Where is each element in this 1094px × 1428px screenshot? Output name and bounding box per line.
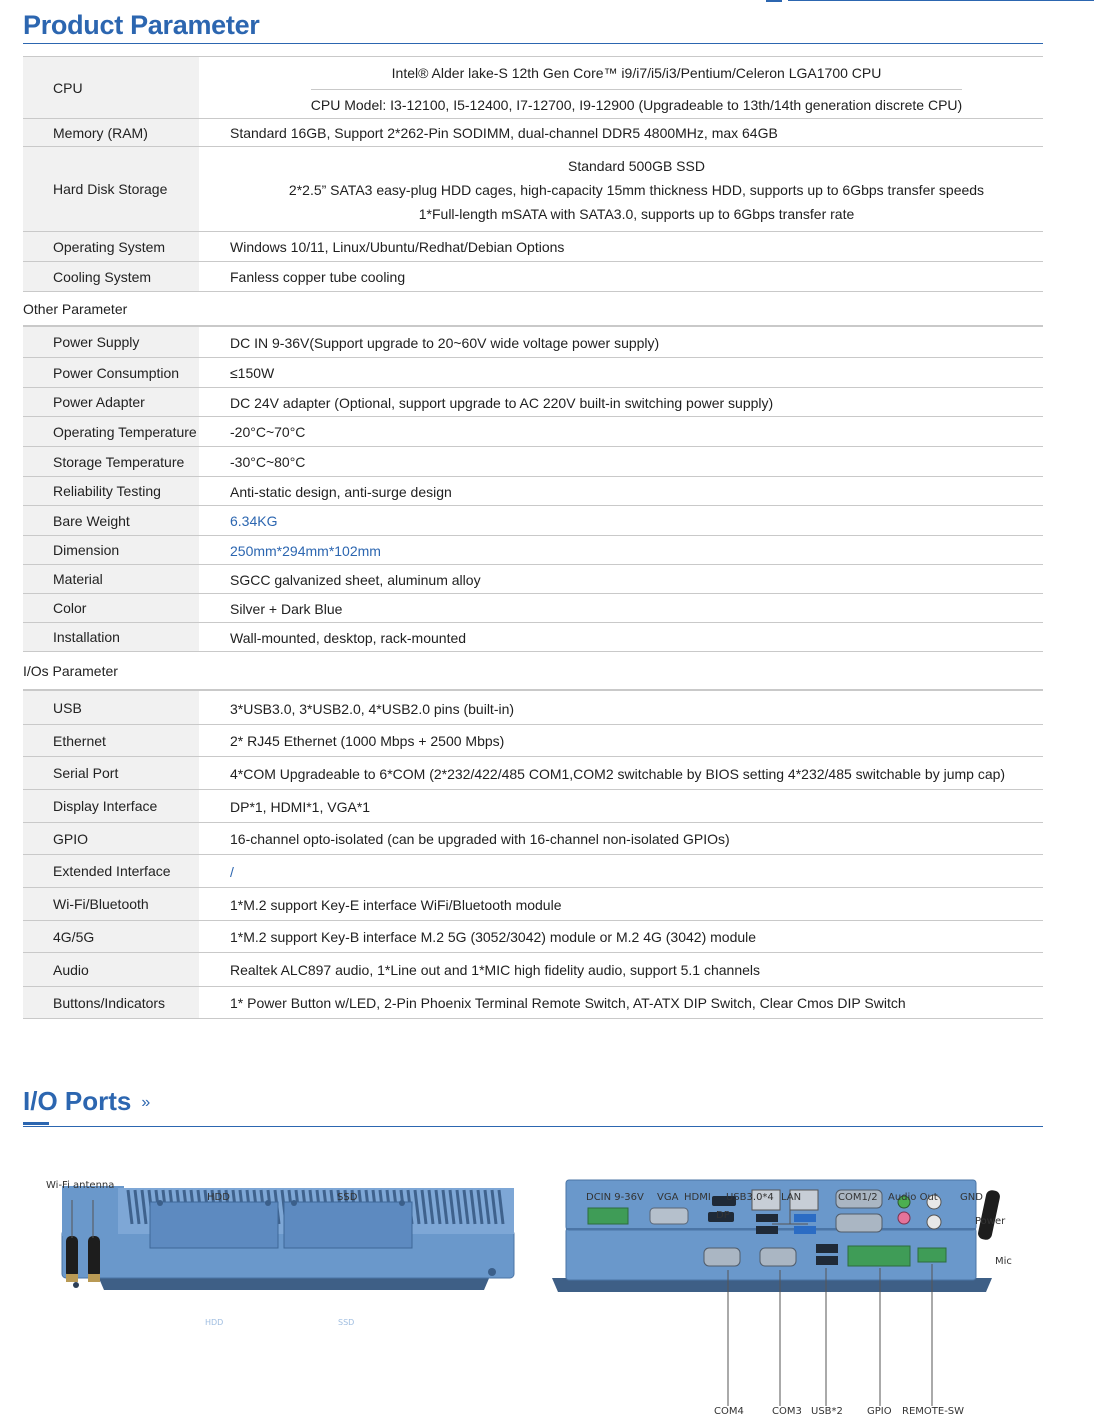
spec-label: Operating System bbox=[23, 232, 199, 261]
spec-row bbox=[23, 417, 1043, 447]
spec-label: Hard Disk Storage bbox=[23, 147, 199, 231]
spec-row bbox=[23, 119, 1043, 147]
spec-row bbox=[23, 262, 1043, 292]
spec-value: Realtek ALC897 audio, 1*Line out and 1*MIC high fidelity audio, support 5.1 channels bbox=[230, 962, 761, 978]
callout-hdmi: HDMI bbox=[684, 1192, 711, 1203]
callout-lan: LAN bbox=[781, 1192, 802, 1203]
spec-value: SGCC galvanized sheet, aluminum alloy bbox=[230, 571, 481, 588]
spec-label: 4G/5G bbox=[23, 921, 199, 952]
callout-com3: COM3 bbox=[772, 1406, 802, 1417]
spec-label: Color bbox=[23, 594, 199, 622]
callout-usb2: USB*2 bbox=[811, 1406, 843, 1417]
spec-value: 2* RJ45 Ethernet (1000 Mbps + 2500 Mbps) bbox=[230, 733, 505, 749]
callout-usb30: USB3.0*4 bbox=[726, 1192, 774, 1203]
callout-power: Power bbox=[975, 1216, 1006, 1227]
spec-value: Windows 10/11, Linux/Ubuntu/Redhat/Debian Options bbox=[230, 239, 565, 255]
spec-value: -30°C~80°C bbox=[230, 454, 306, 470]
spec-label: Display Interface bbox=[23, 790, 199, 822]
spec-label: Material bbox=[23, 565, 199, 593]
spec-table bbox=[23, 56, 1043, 1019]
spec-row bbox=[23, 447, 1043, 477]
spec-row bbox=[23, 477, 1043, 506]
chevron-right-icon: » bbox=[141, 1094, 151, 1111]
spec-value: 1* Power Button w/LED, 2-Pin Phoenix Terminal Remote Switch, AT-ATX DIP Switch, Clear Cmos DIP Switch bbox=[230, 995, 906, 1011]
spec-row bbox=[23, 56, 1043, 119]
spec-value: DC 24V adapter (Optional, support upgrade to AC 220V built-in switching power supply) bbox=[230, 394, 774, 411]
spec-row bbox=[23, 987, 1043, 1019]
side-view-chassis bbox=[62, 1186, 514, 1290]
spec-label: Storage Temperature bbox=[23, 447, 199, 476]
spec-value: / bbox=[230, 863, 234, 880]
spec-row bbox=[23, 790, 1043, 823]
spec-row bbox=[23, 888, 1043, 921]
spec-row bbox=[23, 565, 1043, 594]
callout-com12: COM1/2 bbox=[838, 1192, 878, 1203]
io-ports-figure bbox=[0, 1150, 1094, 1428]
spec-row bbox=[23, 921, 1043, 953]
spec-label: CPU bbox=[23, 57, 199, 118]
callout-mic: Mic bbox=[995, 1256, 1012, 1267]
spec-value: 1*M.2 support Key-B interface M.2 5G (3052/3042) module or M.2 4G (3042) module bbox=[230, 929, 757, 945]
spec-label: Buttons/Indicators bbox=[23, 987, 199, 1018]
spec-value: ≤150W bbox=[230, 365, 275, 381]
product-parameter-title: Product Parameter bbox=[23, 10, 260, 40]
spec-value bbox=[230, 57, 1043, 120]
title-rule bbox=[23, 43, 1043, 44]
callout-dcin: DCIN 9-36V bbox=[586, 1192, 644, 1203]
spec-value: 4*COM Upgradeable to 6*COM (2*232/422/485 COM1,COM2 switchable by BIOS setting 4*232/485 switchable by jump cap) bbox=[230, 765, 1006, 782]
spec-row bbox=[23, 690, 1043, 725]
spec-label: Bare Weight bbox=[23, 506, 199, 535]
spec-label: Memory (RAM) bbox=[23, 119, 199, 146]
spec-label: Audio bbox=[23, 953, 199, 986]
spec-value: Fanless copper tube cooling bbox=[230, 269, 406, 285]
io-parameter-heading: I/Os Parameter bbox=[23, 652, 1043, 690]
callout-audio-out: Audio Out bbox=[888, 1192, 938, 1203]
spec-row bbox=[23, 594, 1043, 623]
spec-value-line: Intel® Alder lake-S 12th Gen Core™ i9/i7/i5/i3/Pentium/Celeron LGA1700 CPU bbox=[391, 65, 882, 81]
spec-row bbox=[23, 388, 1043, 417]
spec-row bbox=[23, 326, 1043, 358]
other-parameter-heading: Other Parameter bbox=[23, 292, 1043, 326]
spec-value: 6.34KG bbox=[230, 513, 278, 529]
io-title-rule bbox=[23, 1126, 1043, 1127]
bay-label-hdd: HDD bbox=[205, 1318, 224, 1327]
io-ports-title bbox=[23, 1086, 150, 1117]
spec-label: Power Supply bbox=[23, 327, 199, 357]
spec-row bbox=[23, 823, 1043, 855]
spec-value: 250mm*294mm*102mm bbox=[230, 542, 381, 559]
callout-com4: COM4 bbox=[714, 1406, 744, 1417]
spec-value: Anti-static design, anti-surge design bbox=[230, 483, 452, 500]
spec-label: Operating Temperature bbox=[23, 417, 199, 446]
rear-view-chassis bbox=[552, 1180, 1001, 1406]
spec-label: GPIO bbox=[23, 823, 199, 854]
spec-row bbox=[23, 953, 1043, 987]
spec-value: DP*1, HDMI*1, VGA*1 bbox=[230, 798, 371, 815]
spec-value-line: Standard 500GB SSD bbox=[568, 157, 705, 174]
io-title-accent bbox=[23, 1122, 49, 1125]
spec-label: Wi-Fi/Bluetooth bbox=[23, 888, 199, 920]
spec-label: Power Consumption bbox=[23, 358, 199, 387]
spec-label: Reliability Testing bbox=[23, 477, 199, 505]
callout-hdd: HDD bbox=[207, 1192, 230, 1203]
spec-value: Silver + Dark Blue bbox=[230, 600, 343, 617]
spec-value: -20°C~70°C bbox=[230, 424, 306, 440]
spec-value-line: 2*2.5” SATA3 easy-plug HDD cages, high-capacity 15mm thickness HDD, supports up to 6Gbps transfer speeds bbox=[288, 181, 985, 198]
spec-label: Installation bbox=[23, 623, 199, 651]
spec-row bbox=[23, 536, 1043, 565]
spec-row bbox=[23, 232, 1043, 262]
callout-dp: DP bbox=[716, 1210, 730, 1221]
spec-value-line: 1*Full-length mSATA with SATA3.0, supports up to 6Gbps transfer rate bbox=[418, 205, 855, 222]
spec-label: USB bbox=[23, 691, 199, 724]
spec-value: Wall-mounted, desktop, rack-mounted bbox=[230, 629, 467, 646]
spec-value-line: CPU Model: I3-12100, I5-12400, I7-12700, I9-12900 (Upgradeable to 13th/14th generation discrete CPU) bbox=[311, 89, 962, 120]
io-ports-title-text: I/O Ports bbox=[23, 1086, 132, 1116]
spec-value: Standard 16GB, Support 2*262-Pin SODIMM, dual-channel DDR5 4800MHz, max 64GB bbox=[230, 125, 778, 141]
spec-value: DC IN 9-36V(Support upgrade to 20~60V wide voltage power supply) bbox=[230, 335, 660, 351]
spec-value: 16-channel opto-isolated (can be upgraded with 16-channel non-isolated GPIOs) bbox=[230, 831, 730, 847]
spec-value: 3*USB3.0, 3*USB2.0, 4*USB2.0 pins (built-in) bbox=[230, 700, 515, 717]
spec-row bbox=[23, 757, 1043, 790]
callout-remote-sw: REMOTE-SW bbox=[902, 1406, 965, 1417]
callout-gnd: GND bbox=[960, 1192, 983, 1203]
spec-label: Power Adapter bbox=[23, 388, 199, 416]
callout-gpio: GPIO bbox=[867, 1406, 892, 1417]
spec-value: 1*M.2 support Key-E interface WiFi/Bluetooth module bbox=[230, 896, 562, 913]
spec-row bbox=[23, 855, 1043, 888]
spec-row bbox=[23, 725, 1043, 757]
spec-row bbox=[23, 506, 1043, 536]
spec-value bbox=[230, 147, 1043, 232]
spec-row bbox=[23, 623, 1043, 652]
spec-row bbox=[23, 147, 1043, 232]
callout-ssd: SSD bbox=[337, 1192, 358, 1203]
spec-label: Cooling System bbox=[23, 262, 199, 291]
callout-wifi-antenna: Wi-Fi antenna bbox=[46, 1180, 115, 1191]
spec-label: Dimension bbox=[23, 536, 199, 564]
spec-label: Serial Port bbox=[23, 757, 199, 789]
spec-label: Ethernet bbox=[23, 725, 199, 756]
bay-label-ssd: SSD bbox=[338, 1318, 355, 1327]
callout-vga: VGA bbox=[657, 1192, 679, 1203]
spec-row bbox=[23, 358, 1043, 388]
spec-label: Extended Interface bbox=[23, 855, 199, 887]
